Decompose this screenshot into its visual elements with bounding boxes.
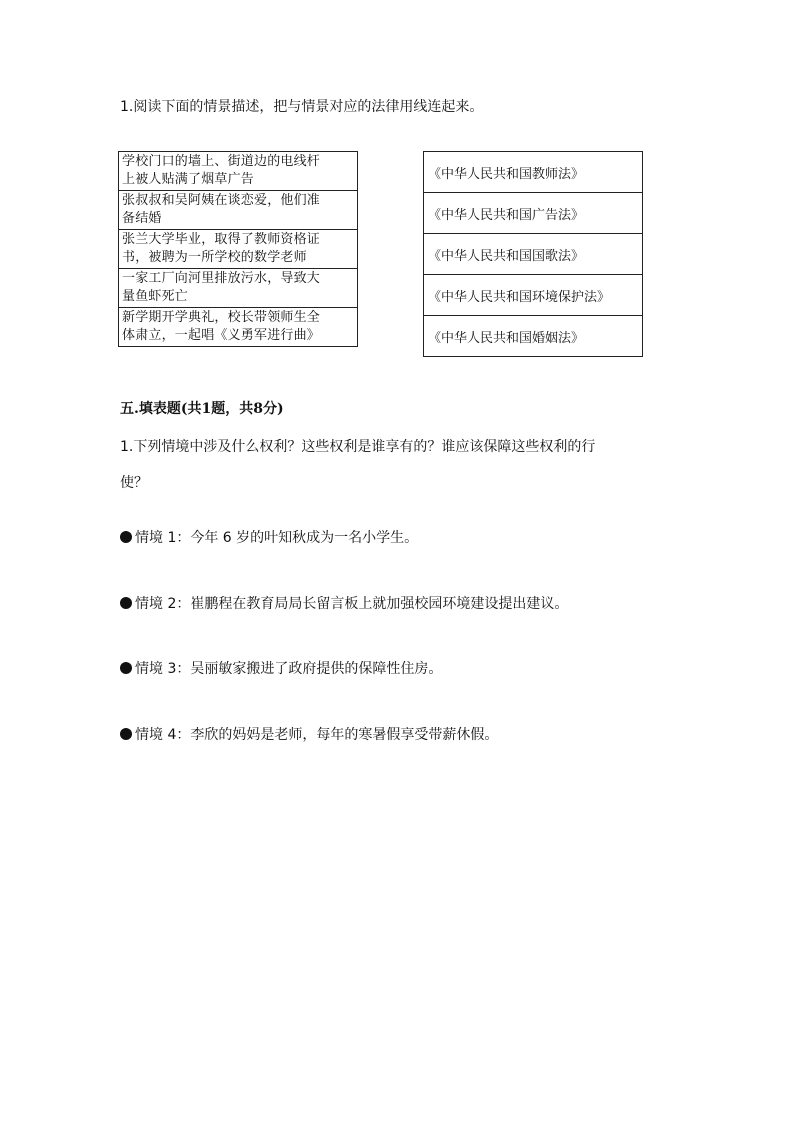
situation-item: 情境 3：吴丽敏家搬进了政府提供的保障性住房。 [120,659,442,679]
situation-item: 情境 4：李欣的妈妈是老师，每年的寒暑假享受带薪休假。 [120,725,498,745]
scenario-cell: 一家工厂向河里排放污水，导致大 量鱼虾死亡 [119,269,358,308]
table-row [424,193,643,234]
table-row [119,152,358,191]
table-row [119,269,358,308]
matching-question-text: 1.阅读下面的情景描述，把与情景对应的法律用线连起来。 [120,99,484,115]
law-cell: 《中华人民共和国广告法》 [424,193,643,234]
table-row [424,275,643,316]
section-title: 五.填表题(共1题，共8分) [120,401,284,417]
bullet-icon [120,728,132,740]
scenario-table [118,151,358,347]
fill-question-line-2: 使？ [120,475,148,491]
scenario-cell: 学校门口的墙上、街道边的电线杆 上被人贴满了烟草广告 [119,152,358,191]
table-row [424,316,643,357]
scenario-cell: 张兰大学毕业，取得了教师资格证 书，被聘为一所学校的数学老师 [119,230,358,269]
law-cell: 《中华人民共和国婚姻法》 [424,316,643,357]
law-cell: 《中华人民共和国环境保护法》 [424,275,643,316]
fill-question-line-1: 1.下列情境中涉及什么权利？这些权利是谁享有的？谁应该保障这些权利的行 [120,439,596,455]
table-row [119,230,358,269]
table-row [119,191,358,230]
bullet-icon [120,662,132,674]
law-cell: 《中华人民共和国国歌法》 [424,234,643,275]
scenario-cell: 张叔叔和吴阿姨在谈恋爱，他们准 备结婚 [119,191,358,230]
law-table [423,151,643,357]
situation-item: 情境 1：今年 6 岁的叶知秋成为一名小学生。 [120,528,418,548]
bullet-icon [120,531,132,543]
scenario-cell: 新学期开学典礼，校长带领师生全 体肃立，一起唱《义勇军进行曲》 [119,308,358,347]
table-row [119,308,358,347]
table-row [424,152,643,193]
law-cell: 《中华人民共和国教师法》 [424,152,643,193]
table-row [424,234,643,275]
bullet-icon [120,597,132,609]
situation-item: 情境 2：崔鹏程在教育局局长留言板上就加强校园环境建设提出建议。 [120,594,568,614]
